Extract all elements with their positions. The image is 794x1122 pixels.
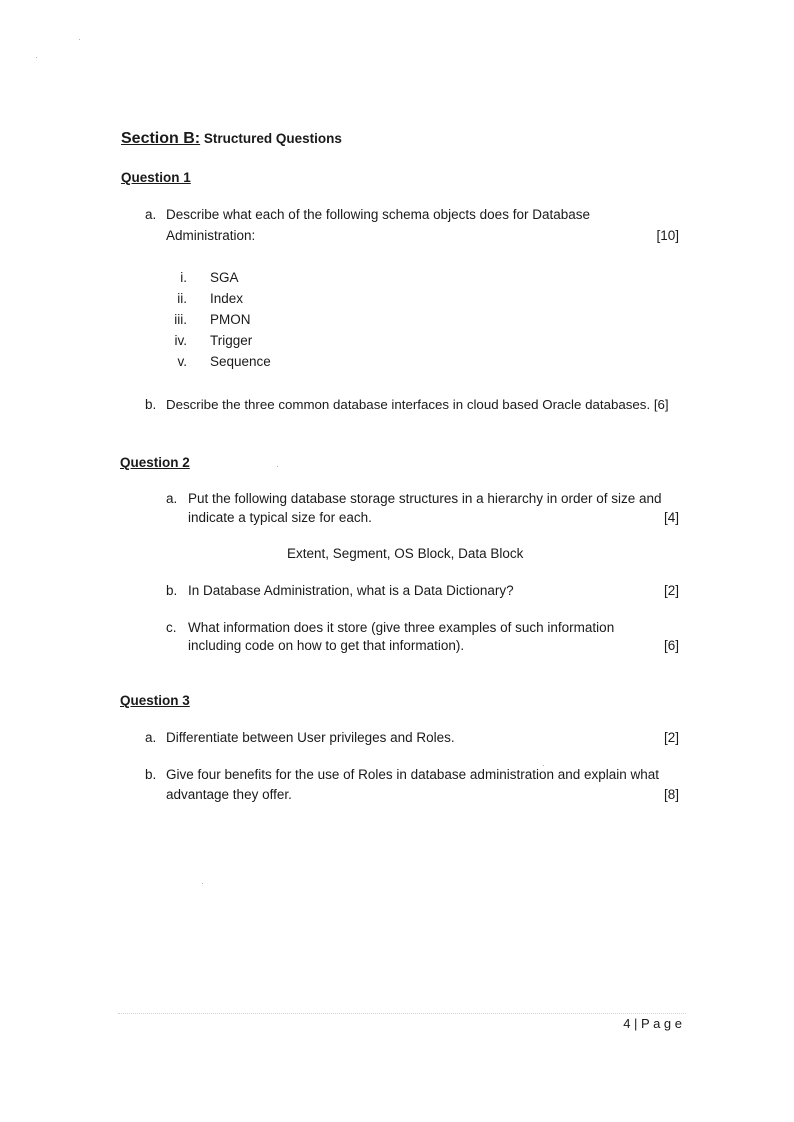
q1-a-item-text: SGA [210,270,239,285]
scan-speck [543,765,544,766]
q1-a-item-num: i. [180,270,187,285]
q1-a-item-num: v. [177,354,187,369]
q3-b-line2: advantage they offer. [166,787,292,802]
q3-a-letter: a. [145,730,157,745]
q2-a-structures: Extent, Segment, OS Block, Data Block [287,546,524,561]
page-number: 4 | P a g e [623,1016,682,1031]
q2-b-letter: b. [166,583,178,598]
q2-b-text: In Database Administration, what is a Data Dictionary? [188,583,514,598]
q2-a-letter: a. [166,491,178,506]
q1-a-item-num: iv. [174,333,187,348]
scan-speck [79,39,80,40]
q1-a-line1: Describe what each of the following schema objects does for Database [166,207,590,222]
section-label: Section B: [121,130,201,147]
q3-a-marks: [2] [663,730,679,745]
q1-a-line2: Administration: [166,228,256,243]
q3-a-text: Differentiate between User privileges and Roles. [166,730,455,745]
q2-c-letter: c. [166,620,177,635]
question-2-heading: Question 2 [120,455,190,470]
q1-b-letter: b. [145,397,157,412]
q1-a-item-text: PMON [210,312,251,327]
q3-b-letter: b. [145,767,157,782]
q2-c-line1: What information does it store (give three examples of such information [188,620,615,635]
q2-a-line1: Put the following database storage structures in a hierarchy in order of size and [188,491,662,506]
scan-speck [36,57,37,58]
q1-a-item-text: Index [210,291,244,306]
question-3-heading: Question 3 [120,693,190,708]
question-1-heading: Question 1 [121,170,191,185]
footer-divider [118,1013,686,1014]
q2-c-marks: [6] [663,638,679,653]
q1-b-text: Describe the three common database interfaces in cloud based Oracle databases. [6] [166,397,669,412]
scan-speck [202,883,203,884]
q1-a-item-text: Sequence [210,354,271,369]
q1-a-item-num: iii. [174,312,187,327]
q1-a-letter: a. [145,207,157,222]
q2-c-line2: including code on how to get that information). [188,638,465,653]
q1-a-item-text: Trigger [210,333,253,348]
section-heading [121,130,342,148]
q2-a-marks: [4] [663,510,679,525]
q2-a-line2: indicate a typical size for each. [188,510,372,525]
q1-a-marks: [10] [656,228,679,243]
q2-b-marks: [2] [663,583,679,598]
q3-b-line1: Give four benefits for the use of Roles in database administration and explain what [166,767,660,782]
q3-b-marks: [8] [663,787,679,802]
scan-speck [277,466,278,467]
section-subtitle: Structured Questions [203,131,342,146]
q1-a-item-num: ii. [177,291,187,306]
